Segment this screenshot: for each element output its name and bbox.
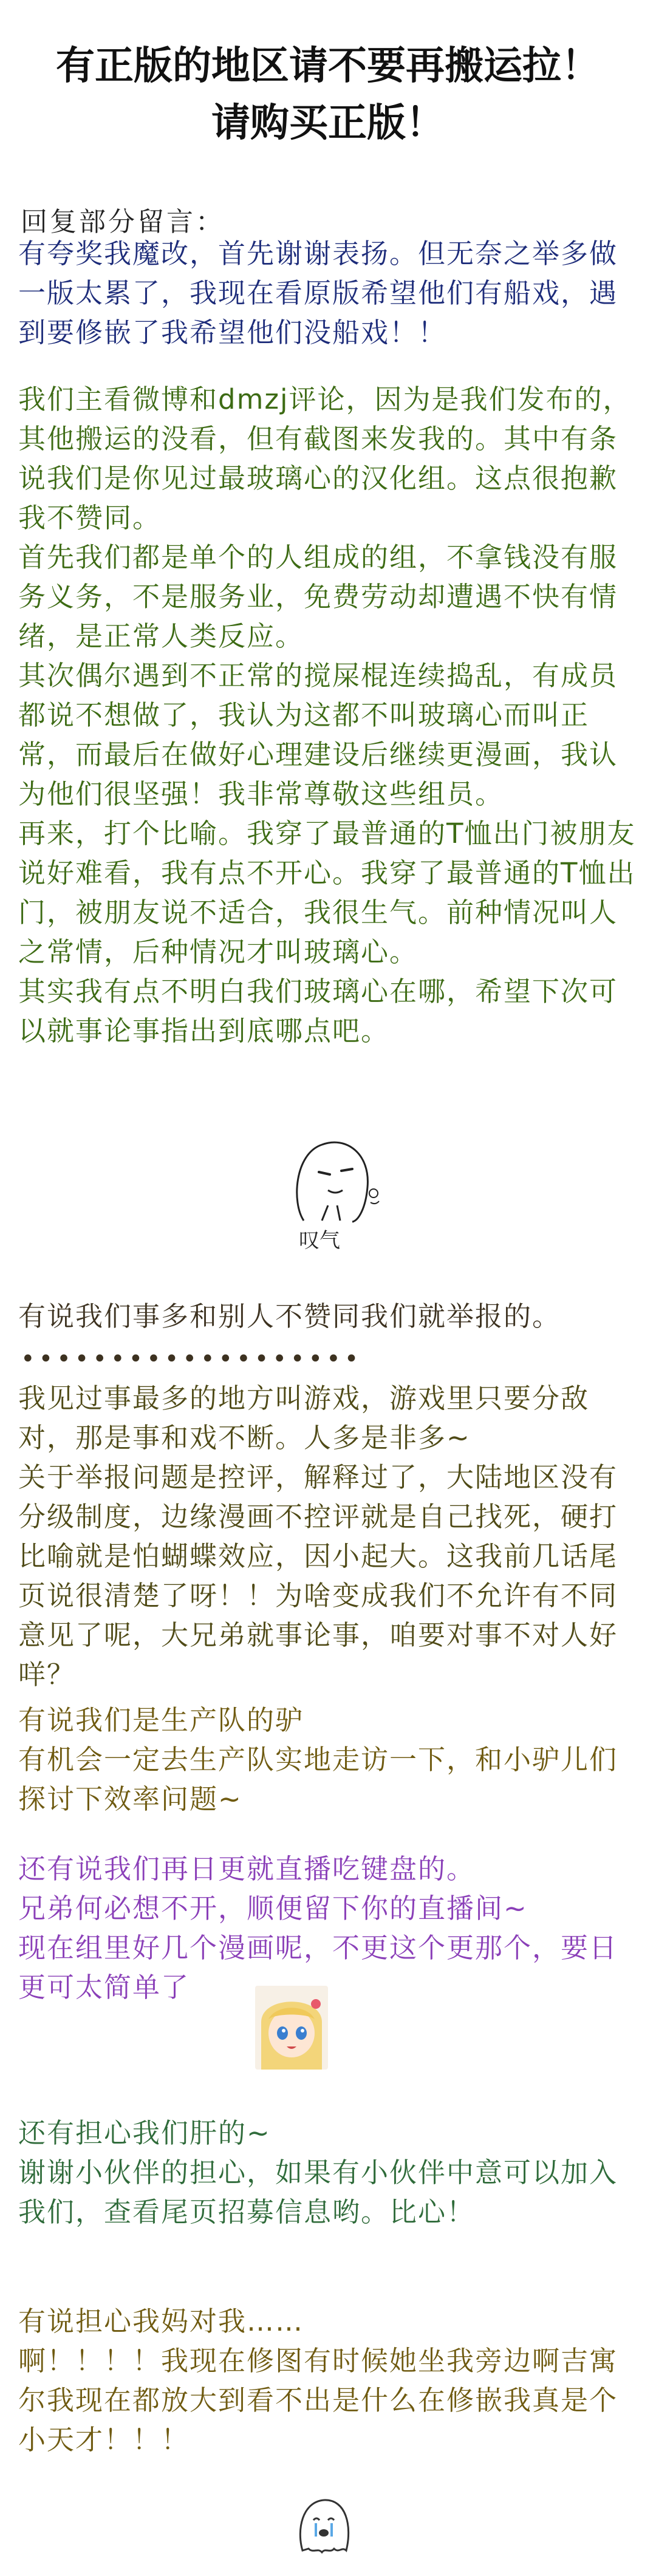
section-donkey <box>18 1700 644 1819</box>
section-mom-p1: 有说担心我妈对我…… <box>18 2305 304 2337</box>
dotted-divider: ••••••••••••••••••• <box>21 1345 363 1373</box>
title-line-1: 有正版的地区请不要再搬运拉！ <box>56 44 600 89</box>
section-daily-update-p2: 兄弟何必想不开，顺便留下你的直播间~ <box>18 1892 528 1924</box>
section-praise-text: 有夸奖我魔改，首先谢谢表扬。但无奈之举多做一版太累了，我现在看原版希望他们有船戏，遇到要修嵌了我希望他们没船戏！！ <box>18 237 618 349</box>
section-glass-heart-p3: 其次偶尔遇到不正常的搅屎棍连续捣乱，有成员都说不想做了，我认为这都不叫玻璃心而叫正常，而最后在做好心理建设后继续更漫画，我认为他们很坚强！我非常尊敬这些组员。 <box>18 659 618 810</box>
section-donkey-p2: 有机会一定去生产队实地走访一下，和小驴儿们探讨下效率问题~ <box>18 1743 618 1815</box>
section-daily-update <box>18 1849 644 2007</box>
section-donkey-p1: 有说我们是生产队的驴 <box>18 1704 304 1736</box>
section-glass-heart-p5: 其实我有点不明白我们玻璃心在哪，希望下次可以就事论事指出到底哪点吧。 <box>18 975 618 1047</box>
section-overwork-p2: 谢谢小伙伴的担心，如果有小伙伴中意可以加入我们，查看尾页招募信息哟。比心！ <box>18 2156 618 2228</box>
crying-ghost-sticker-icon <box>290 2493 357 2560</box>
section-troublemaker-p2: 关于举报问题是控评，解释过了，大陆地区没有分级制度，边缘漫画不控评就是自己找死，硬打比喻就是怕蝴蝶效应，因小起大。这我前几话尾页说很清楚了呀！！为啥变成我们不允许有不同意见了呢，大兄弟就事论事，咱要对事不对人好咩？ <box>18 1461 618 1691</box>
sigh-label: 叹气 <box>299 1228 340 1253</box>
section-daily-update-p3: 现在组里好几个漫画呢，不更这个更那个，要日更可太简单了 <box>18 1932 618 2003</box>
section-glass-heart <box>18 380 644 1051</box>
section-overwork <box>18 2113 644 2232</box>
page-title <box>0 0 656 152</box>
section-troublemaker-p1: 我见过事最多的地方叫游戏，游戏里只要分敌对，那是事和戏不断。人多是非多~ <box>18 1382 590 1454</box>
section-troublemaker-heading: 有说我们事多和别人不赞同我们就举报的。 <box>18 1300 561 1332</box>
section-glass-heart-p4: 再来，打个比喻。我穿了最普通的T恤出门被朋友说好难看，我有点不开心。我穿了最普通的T恤出门，被朋友说不适合，我很生气。前种情况叫人之常情，后种情况才叫玻璃心。 <box>18 817 636 968</box>
section-mom-p2: 啊！！！！我现在修图有时候她坐我旁边啊吉寓尔我现在都放大到看不出是什么在修嵌我真是个小天才！！！ <box>18 2345 618 2456</box>
section-daily-update-p1: 还有说我们再日更就直播吃键盘的。 <box>18 1853 476 1885</box>
reply-heading: 回复部分留言： <box>21 206 225 237</box>
anime-girl-sticker-icon <box>255 1986 328 2070</box>
section-glass-heart-p2: 首先我们都是单个的人组成的组，不拿钱没有服务义务，不是服务业，免费劳动却遭遇不快有情绪，是正常人类反应。 <box>18 541 618 652</box>
section-troublemaker-title <box>18 1297 644 1336</box>
section-overwork-p1: 还有担心我们肝的~ <box>18 2117 271 2149</box>
section-glass-heart-p1: 我们主看微博和dmzj评论，因为是我们发布的，其他搬运的没看，但有截图来发我的。其中有条说我们是你见过最玻璃心的汉化组。这点很抱歉我不赞同。 <box>18 383 632 534</box>
section-mom <box>18 2302 644 2459</box>
section-troublemaker <box>18 1378 644 1694</box>
sighing-blob-sticker-icon <box>285 1130 383 1233</box>
section-praise <box>18 234 644 352</box>
title-line-2: 请购买正版！ <box>211 101 445 146</box>
